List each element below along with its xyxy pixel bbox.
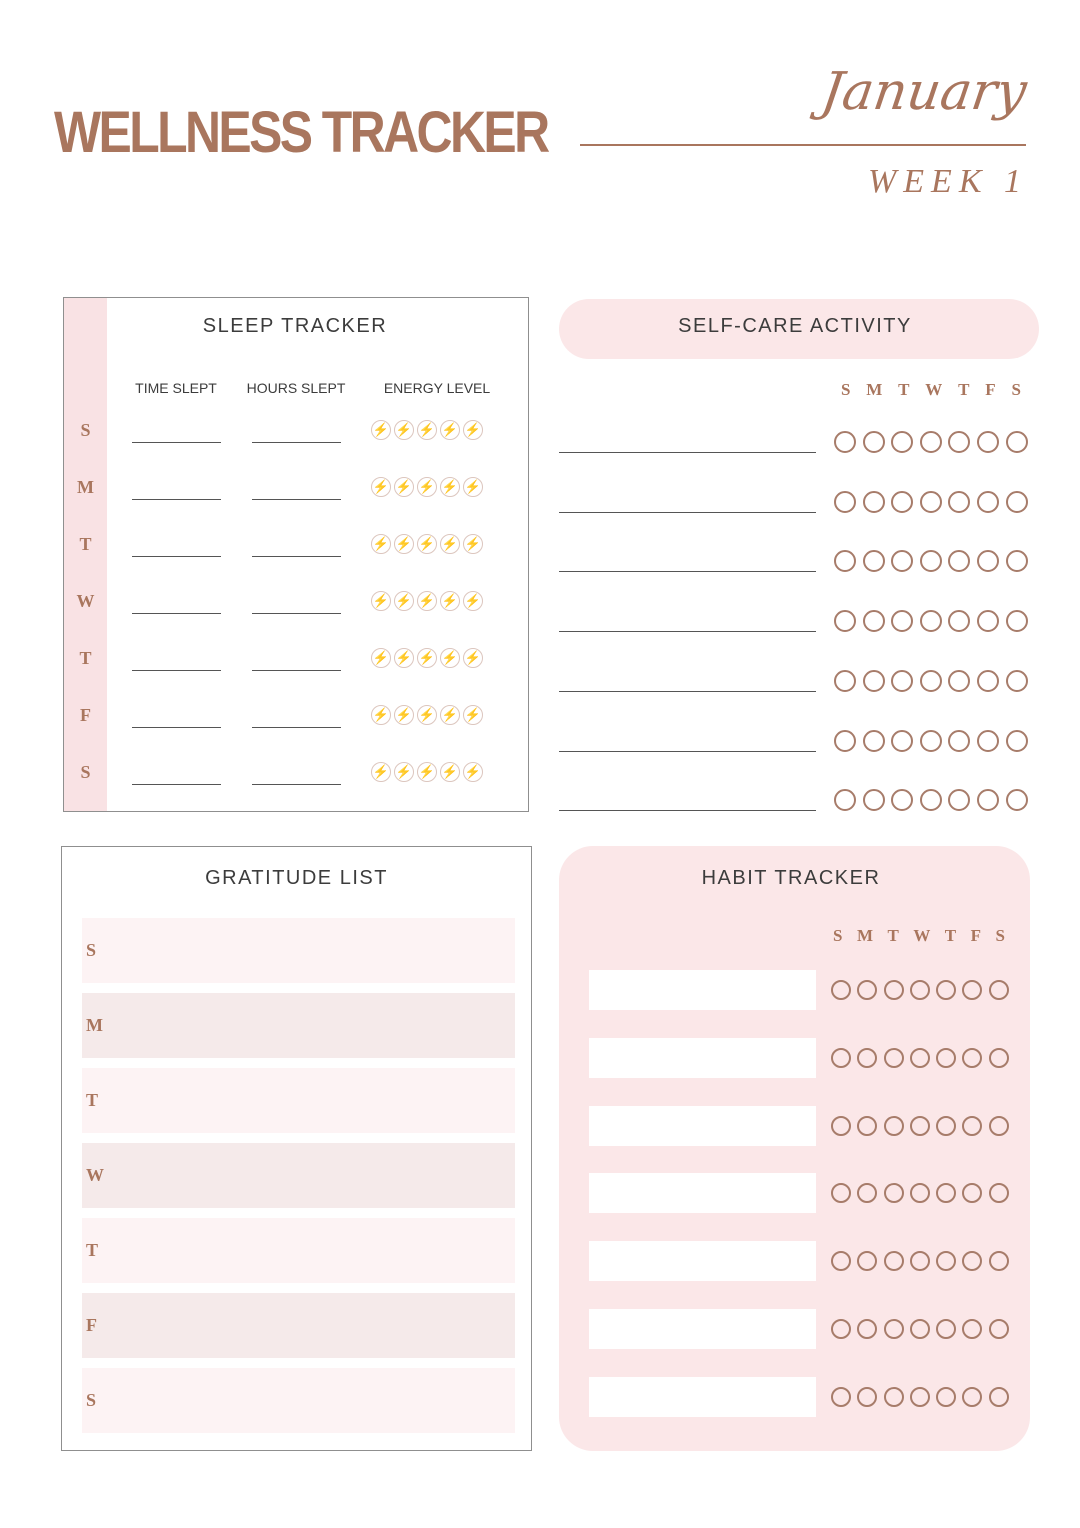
lightning-bolt-icon[interactable]: ⚡	[440, 591, 460, 611]
circle-icon[interactable]	[936, 1183, 956, 1203]
gratitude-title: GRATITUDE LIST	[205, 867, 388, 889]
circle-icon[interactable]	[977, 730, 999, 752]
circle-icon[interactable]	[920, 550, 942, 572]
weekday-letter: M	[856, 926, 873, 945]
self-care-checkboxes	[834, 670, 1028, 692]
lightning-bolt-icon[interactable]: ⚡	[417, 534, 437, 554]
self-care-checkboxes	[834, 550, 1028, 572]
time-slept-field[interactable]	[132, 727, 221, 728]
circle-icon[interactable]	[977, 431, 999, 453]
sleep-tracker-panel	[63, 297, 529, 812]
circle-icon[interactable]	[834, 491, 856, 513]
habit-weekday-header	[833, 926, 1005, 946]
circle-icon[interactable]	[948, 550, 970, 572]
circle-icon[interactable]	[857, 1048, 877, 1068]
circle-icon[interactable]	[920, 431, 942, 453]
gratitude-day-letter: F	[86, 1315, 97, 1335]
circle-icon[interactable]	[989, 1251, 1009, 1271]
lightning-bolt-icon[interactable]: ⚡	[417, 648, 437, 668]
habit-name-field[interactable]	[589, 970, 816, 1010]
week-label: WEEK 1	[867, 163, 1028, 200]
self-care-checkboxes	[834, 730, 1028, 752]
self-care-checkboxes	[834, 610, 1028, 632]
lightning-bolt-icon[interactable]: ⚡	[371, 591, 391, 611]
header-divider	[580, 144, 1026, 146]
sleep-tracker-title: SLEEP TRACKER	[202, 315, 388, 337]
circle-icon[interactable]	[891, 431, 913, 453]
lightning-bolt-icon[interactable]: ⚡	[440, 648, 460, 668]
circle-icon[interactable]	[989, 1319, 1009, 1339]
circle-icon[interactable]	[857, 1319, 877, 1339]
circle-icon[interactable]	[920, 670, 942, 692]
sleep-day-letter: T	[79, 534, 92, 554]
self-care-activity-field[interactable]	[559, 452, 816, 453]
circle-icon[interactable]	[834, 550, 856, 572]
circle-icon[interactable]	[936, 1387, 956, 1407]
time-slept-field[interactable]	[132, 499, 221, 500]
circle-icon[interactable]	[891, 789, 913, 811]
lightning-bolt-icon[interactable]: ⚡	[394, 420, 414, 440]
lightning-bolt-icon[interactable]: ⚡	[417, 477, 437, 497]
time-slept-field[interactable]	[132, 784, 221, 785]
lightning-bolt-icon[interactable]: ⚡	[417, 705, 437, 725]
lightning-bolt-icon[interactable]: ⚡	[440, 477, 460, 497]
lightning-bolt-icon[interactable]: ⚡	[394, 648, 414, 668]
circle-icon[interactable]	[948, 730, 970, 752]
hours-slept-field[interactable]	[252, 670, 341, 671]
energy-level-rating	[371, 762, 483, 782]
gratitude-day-letter: M	[86, 1015, 103, 1035]
weekday-letter: T	[944, 926, 957, 945]
circle-icon[interactable]	[962, 1387, 982, 1407]
circle-icon[interactable]	[834, 431, 856, 453]
habit-checkboxes	[831, 1183, 1009, 1203]
gratitude-entry-row[interactable]	[82, 918, 515, 983]
hours-slept-field[interactable]	[252, 499, 341, 500]
circle-icon[interactable]	[920, 610, 942, 632]
energy-level-rating	[371, 534, 483, 554]
circle-icon[interactable]	[936, 1048, 956, 1068]
circle-icon[interactable]	[831, 1387, 851, 1407]
weekday-letter: W	[925, 380, 943, 399]
circle-icon[interactable]	[910, 980, 930, 1000]
col-energy-level: ENERGY LEVEL	[383, 380, 491, 396]
col-time-slept: TIME SLEPT	[135, 380, 217, 396]
circle-icon[interactable]	[831, 1319, 851, 1339]
time-slept-field[interactable]	[132, 442, 221, 443]
lightning-bolt-icon[interactable]: ⚡	[463, 705, 483, 725]
circle-icon[interactable]	[884, 1183, 904, 1203]
habit-name-field[interactable]	[589, 1309, 816, 1349]
circle-icon[interactable]	[1006, 550, 1028, 572]
gratitude-entry-row[interactable]	[82, 993, 515, 1058]
energy-level-rating	[371, 420, 483, 440]
circle-icon[interactable]	[962, 1319, 982, 1339]
circle-icon[interactable]	[834, 789, 856, 811]
habit-name-field[interactable]	[589, 1106, 816, 1146]
circle-icon[interactable]	[863, 431, 885, 453]
gratitude-day-letter: T	[86, 1090, 99, 1110]
circle-icon[interactable]	[831, 1183, 851, 1203]
circle-icon[interactable]	[977, 789, 999, 811]
lightning-bolt-icon[interactable]: ⚡	[440, 420, 460, 440]
habit-checkboxes	[831, 1251, 1009, 1271]
circle-icon[interactable]	[857, 1387, 877, 1407]
circle-icon[interactable]	[1006, 670, 1028, 692]
lightning-bolt-icon[interactable]: ⚡	[463, 648, 483, 668]
self-care-weekday-header	[841, 380, 1021, 400]
circle-icon[interactable]	[936, 1319, 956, 1339]
lightning-bolt-icon[interactable]: ⚡	[371, 420, 391, 440]
circle-icon[interactable]	[910, 1319, 930, 1339]
gratitude-day-letter: W	[86, 1165, 104, 1185]
weekday-letter: F	[985, 380, 996, 399]
circle-icon[interactable]	[884, 1251, 904, 1271]
circle-icon[interactable]	[831, 1116, 851, 1136]
self-care-activity-field[interactable]	[559, 810, 816, 811]
hours-slept-field[interactable]	[252, 556, 341, 557]
sleep-day-letter: W	[76, 591, 95, 611]
circle-icon[interactable]	[891, 610, 913, 632]
habit-name-field[interactable]	[589, 1241, 816, 1281]
gratitude-entry-row[interactable]	[82, 1368, 515, 1433]
circle-icon[interactable]	[1006, 431, 1028, 453]
circle-icon[interactable]	[884, 1116, 904, 1136]
circle-icon[interactable]	[863, 610, 885, 632]
circle-icon[interactable]	[863, 670, 885, 692]
month-label: January	[817, 62, 1031, 122]
sleep-day-letter: T	[79, 648, 92, 668]
lightning-bolt-icon[interactable]: ⚡	[371, 705, 391, 725]
hours-slept-field[interactable]	[252, 727, 341, 728]
circle-icon[interactable]	[962, 1048, 982, 1068]
sleep-day-letter: S	[80, 420, 91, 440]
energy-level-rating	[371, 591, 483, 611]
circle-icon[interactable]	[989, 1116, 1009, 1136]
circle-icon[interactable]	[863, 789, 885, 811]
lightning-bolt-icon[interactable]: ⚡	[417, 420, 437, 440]
circle-icon[interactable]	[936, 980, 956, 1000]
circle-icon[interactable]	[834, 670, 856, 692]
habit-name-field[interactable]	[589, 1377, 816, 1417]
gratitude-day-letter: S	[86, 940, 97, 960]
circle-icon[interactable]	[910, 1048, 930, 1068]
weekday-letter: S	[995, 926, 1005, 945]
circle-icon[interactable]	[962, 1251, 982, 1271]
gratitude-day-letter: T	[86, 1240, 99, 1260]
circle-icon[interactable]	[910, 1251, 930, 1271]
circle-icon[interactable]	[1006, 789, 1028, 811]
circle-icon[interactable]	[977, 610, 999, 632]
weekday-letter: F	[970, 926, 982, 945]
lightning-bolt-icon[interactable]: ⚡	[463, 420, 483, 440]
lightning-bolt-icon[interactable]: ⚡	[417, 591, 437, 611]
self-care-activity-field[interactable]	[559, 512, 816, 513]
lightning-bolt-icon[interactable]: ⚡	[440, 705, 460, 725]
habit-checkboxes	[831, 980, 1009, 1000]
circle-icon[interactable]	[884, 1048, 904, 1068]
lightning-bolt-icon[interactable]: ⚡	[371, 648, 391, 668]
lightning-bolt-icon[interactable]: ⚡	[371, 762, 391, 782]
circle-icon[interactable]	[891, 491, 913, 513]
habit-name-field[interactable]	[589, 1038, 816, 1078]
self-care-activity-field[interactable]	[559, 751, 816, 752]
lightning-bolt-icon[interactable]: ⚡	[394, 591, 414, 611]
circle-icon[interactable]	[834, 610, 856, 632]
habit-checkboxes	[831, 1116, 1009, 1136]
circle-icon[interactable]	[989, 1048, 1009, 1068]
lightning-bolt-icon[interactable]: ⚡	[463, 534, 483, 554]
circle-icon[interactable]	[920, 491, 942, 513]
circle-icon[interactable]	[1006, 730, 1028, 752]
circle-icon[interactable]	[948, 789, 970, 811]
weekday-letter: T	[898, 380, 910, 399]
energy-level-rating	[371, 705, 483, 725]
self-care-checkboxes	[834, 431, 1028, 453]
page-title: WELLNESS TRACKER	[54, 100, 548, 165]
circle-icon[interactable]	[962, 1116, 982, 1136]
col-hours-slept: HOURS SLEPT	[246, 380, 346, 396]
sleep-day-letter: F	[80, 705, 91, 725]
lightning-bolt-icon[interactable]: ⚡	[371, 534, 391, 554]
time-slept-field[interactable]	[132, 613, 221, 614]
circle-icon[interactable]	[857, 980, 877, 1000]
circle-icon[interactable]	[977, 491, 999, 513]
circle-icon[interactable]	[891, 670, 913, 692]
circle-icon[interactable]	[884, 1387, 904, 1407]
circle-icon[interactable]	[1006, 610, 1028, 632]
hours-slept-field[interactable]	[252, 442, 341, 443]
habit-checkboxes	[831, 1048, 1009, 1068]
circle-icon[interactable]	[884, 980, 904, 1000]
circle-icon[interactable]	[910, 1116, 930, 1136]
energy-level-rating	[371, 648, 483, 668]
circle-icon[interactable]	[1006, 491, 1028, 513]
lightning-bolt-icon[interactable]: ⚡	[394, 762, 414, 782]
hours-slept-field[interactable]	[252, 784, 341, 785]
circle-icon[interactable]	[977, 550, 999, 572]
habit-tracker-title: HABIT TRACKER	[701, 867, 881, 889]
lightning-bolt-icon[interactable]: ⚡	[394, 705, 414, 725]
circle-icon[interactable]	[948, 431, 970, 453]
circle-icon[interactable]	[989, 1183, 1009, 1203]
weekday-letter: S	[1011, 380, 1021, 399]
time-slept-field[interactable]	[132, 670, 221, 671]
circle-icon[interactable]	[891, 550, 913, 572]
circle-icon[interactable]	[989, 980, 1009, 1000]
self-care-activity-field[interactable]	[559, 571, 816, 572]
circle-icon[interactable]	[962, 1183, 982, 1203]
gratitude-entry-row[interactable]	[82, 1143, 515, 1208]
weekday-letter: S	[841, 380, 851, 399]
circle-icon[interactable]	[948, 491, 970, 513]
sleep-day-letter: M	[77, 477, 94, 497]
lightning-bolt-icon[interactable]: ⚡	[394, 477, 414, 497]
circle-icon[interactable]	[891, 730, 913, 752]
self-care-title: SELF-CARE ACTIVITY	[678, 315, 912, 337]
lightning-bolt-icon[interactable]: ⚡	[463, 591, 483, 611]
circle-icon[interactable]	[920, 730, 942, 752]
energy-level-rating	[371, 477, 483, 497]
circle-icon[interactable]	[863, 550, 885, 572]
habit-checkboxes	[831, 1319, 1009, 1339]
gratitude-entry-row[interactable]	[82, 1293, 515, 1358]
weekday-letter: T	[958, 380, 970, 399]
lightning-bolt-icon[interactable]: ⚡	[440, 762, 460, 782]
gratitude-day-letter: S	[86, 1390, 97, 1410]
gratitude-entry-row[interactable]	[82, 1068, 515, 1133]
hours-slept-field[interactable]	[252, 613, 341, 614]
circle-icon[interactable]	[977, 670, 999, 692]
gratitude-entry-row[interactable]	[82, 1218, 515, 1283]
weekday-letter: T	[887, 926, 899, 945]
habit-name-field[interactable]	[589, 1173, 816, 1213]
lightning-bolt-icon[interactable]: ⚡	[394, 534, 414, 554]
circle-icon[interactable]	[948, 610, 970, 632]
circle-icon[interactable]	[857, 1183, 877, 1203]
time-slept-field[interactable]	[132, 556, 221, 557]
circle-icon[interactable]	[831, 1048, 851, 1068]
circle-icon[interactable]	[936, 1116, 956, 1136]
circle-icon[interactable]	[910, 1183, 930, 1203]
circle-icon[interactable]	[920, 789, 942, 811]
circle-icon[interactable]	[910, 1387, 930, 1407]
circle-icon[interactable]	[962, 980, 982, 1000]
self-care-checkboxes	[834, 491, 1028, 513]
circle-icon[interactable]	[863, 491, 885, 513]
circle-icon[interactable]	[884, 1319, 904, 1339]
lightning-bolt-icon[interactable]: ⚡	[463, 762, 483, 782]
weekday-letter: M	[866, 380, 883, 399]
circle-icon[interactable]	[857, 1116, 877, 1136]
circle-icon[interactable]	[857, 1251, 877, 1271]
weekday-letter: S	[833, 926, 843, 945]
circle-icon[interactable]	[831, 1251, 851, 1271]
self-care-checkboxes	[834, 789, 1028, 811]
self-care-activity-field[interactable]	[559, 691, 816, 692]
circle-icon[interactable]	[831, 980, 851, 1000]
circle-icon[interactable]	[948, 670, 970, 692]
lightning-bolt-icon[interactable]: ⚡	[417, 762, 437, 782]
circle-icon[interactable]	[863, 730, 885, 752]
lightning-bolt-icon[interactable]: ⚡	[463, 477, 483, 497]
habit-checkboxes	[831, 1387, 1009, 1407]
circle-icon[interactable]	[936, 1251, 956, 1271]
lightning-bolt-icon[interactable]: ⚡	[440, 534, 460, 554]
circle-icon[interactable]	[834, 730, 856, 752]
lightning-bolt-icon[interactable]: ⚡	[371, 477, 391, 497]
weekday-letter: W	[913, 926, 931, 945]
self-care-activity-field[interactable]	[559, 631, 816, 632]
sleep-day-letter: S	[80, 762, 91, 782]
circle-icon[interactable]	[989, 1387, 1009, 1407]
